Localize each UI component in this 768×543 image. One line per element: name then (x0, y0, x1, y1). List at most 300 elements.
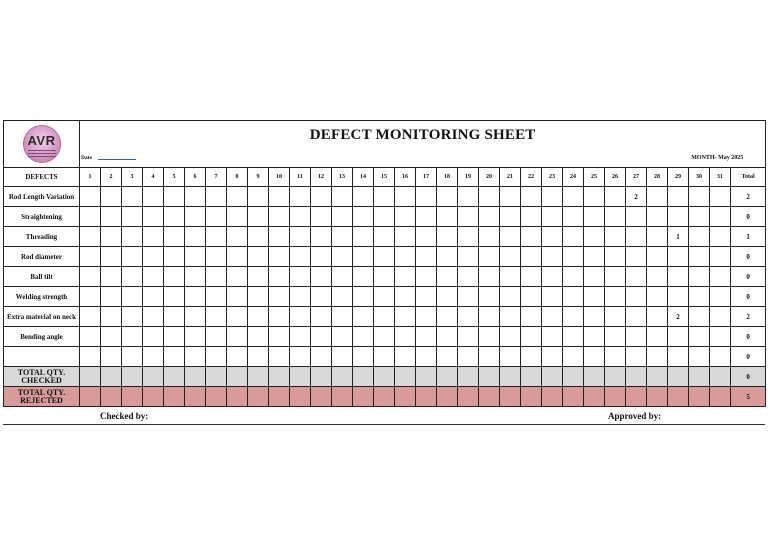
day-cell[interactable] (290, 367, 311, 387)
day-cell[interactable] (332, 367, 353, 387)
day-cell[interactable] (479, 347, 500, 367)
day-cell[interactable] (374, 327, 395, 347)
day-cell[interactable] (353, 287, 374, 307)
day-cell[interactable] (668, 247, 689, 267)
day-cell[interactable] (290, 227, 311, 247)
day-cell[interactable] (248, 227, 269, 247)
day-cell[interactable] (227, 327, 248, 347)
day-cell[interactable] (80, 287, 101, 307)
day-cell[interactable] (605, 207, 626, 227)
day-cell[interactable] (353, 187, 374, 207)
day-cell[interactable] (626, 307, 647, 327)
day-cell[interactable] (143, 207, 164, 227)
day-cell[interactable] (185, 207, 206, 227)
day-cell[interactable] (101, 347, 122, 367)
day-cell[interactable] (542, 387, 563, 407)
day-cell[interactable] (500, 387, 521, 407)
day-cell[interactable] (479, 307, 500, 327)
day-cell[interactable] (437, 287, 458, 307)
day-cell[interactable] (185, 227, 206, 247)
day-cell[interactable] (563, 387, 584, 407)
day-cell[interactable] (227, 187, 248, 207)
day-cell[interactable] (185, 347, 206, 367)
day-cell[interactable] (563, 207, 584, 227)
day-cell[interactable] (101, 187, 122, 207)
day-cell[interactable] (500, 347, 521, 367)
day-cell[interactable] (269, 267, 290, 287)
day-cell[interactable] (374, 207, 395, 227)
day-cell[interactable] (80, 227, 101, 247)
day-cell[interactable] (437, 307, 458, 327)
day-cell[interactable] (689, 387, 710, 407)
day-cell[interactable] (605, 327, 626, 347)
day-cell[interactable] (311, 347, 332, 367)
day-cell[interactable] (416, 367, 437, 387)
day-cell[interactable] (563, 187, 584, 207)
day-cell[interactable] (647, 247, 668, 267)
day-cell[interactable] (605, 367, 626, 387)
day-cell[interactable] (479, 187, 500, 207)
day-cell[interactable] (143, 307, 164, 327)
day-cell[interactable] (458, 287, 479, 307)
day-cell[interactable] (521, 187, 542, 207)
day-cell[interactable] (668, 367, 689, 387)
day-cell[interactable] (227, 287, 248, 307)
day-cell[interactable] (269, 287, 290, 307)
day-cell[interactable] (164, 247, 185, 267)
day-cell[interactable] (416, 247, 437, 267)
day-cell[interactable] (521, 367, 542, 387)
day-cell[interactable] (563, 227, 584, 247)
day-cell[interactable] (416, 187, 437, 207)
day-cell[interactable] (206, 207, 227, 227)
day-cell[interactable] (521, 347, 542, 367)
day-cell[interactable] (500, 367, 521, 387)
day-cell[interactable] (143, 187, 164, 207)
day-cell[interactable] (311, 307, 332, 327)
day-cell[interactable] (290, 307, 311, 327)
day-cell[interactable]: 1 (668, 227, 689, 247)
day-cell[interactable] (563, 347, 584, 367)
day-cell[interactable] (374, 247, 395, 267)
day-cell[interactable] (143, 247, 164, 267)
day-cell[interactable] (479, 327, 500, 347)
day-cell[interactable] (185, 367, 206, 387)
day-cell[interactable] (542, 367, 563, 387)
day-cell[interactable] (542, 227, 563, 247)
day-cell[interactable] (164, 367, 185, 387)
day-cell[interactable] (143, 227, 164, 247)
day-cell[interactable] (143, 387, 164, 407)
day-cell[interactable] (500, 247, 521, 267)
day-cell[interactable] (395, 247, 416, 267)
day-cell[interactable] (269, 307, 290, 327)
day-cell[interactable] (437, 227, 458, 247)
day-cell[interactable] (80, 327, 101, 347)
day-cell[interactable] (500, 207, 521, 227)
day-cell[interactable] (584, 267, 605, 287)
day-cell[interactable] (185, 267, 206, 287)
day-cell[interactable] (374, 187, 395, 207)
day-cell[interactable] (710, 287, 731, 307)
day-cell[interactable] (122, 387, 143, 407)
day-cell[interactable] (584, 247, 605, 267)
day-cell[interactable] (269, 227, 290, 247)
day-cell[interactable] (164, 307, 185, 327)
day-cell[interactable] (668, 327, 689, 347)
day-cell[interactable] (80, 207, 101, 227)
day-cell[interactable] (647, 207, 668, 227)
day-cell[interactable] (248, 347, 269, 367)
day-cell[interactable] (206, 307, 227, 327)
day-cell[interactable] (353, 347, 374, 367)
day-cell[interactable] (689, 367, 710, 387)
day-cell[interactable] (248, 247, 269, 267)
day-cell[interactable] (479, 367, 500, 387)
day-cell[interactable] (101, 327, 122, 347)
day-cell[interactable]: 2 (668, 307, 689, 327)
day-cell[interactable] (563, 367, 584, 387)
day-cell[interactable] (164, 387, 185, 407)
day-cell[interactable] (437, 187, 458, 207)
day-cell[interactable] (563, 307, 584, 327)
day-cell[interactable] (101, 287, 122, 307)
day-cell[interactable] (542, 267, 563, 287)
day-cell[interactable] (416, 307, 437, 327)
day-cell[interactable] (668, 287, 689, 307)
day-cell[interactable] (353, 387, 374, 407)
day-cell[interactable] (122, 347, 143, 367)
day-cell[interactable] (668, 187, 689, 207)
day-cell[interactable] (395, 187, 416, 207)
day-cell[interactable] (689, 187, 710, 207)
day-cell[interactable] (605, 287, 626, 307)
day-cell[interactable] (647, 287, 668, 307)
day-cell[interactable] (521, 207, 542, 227)
day-cell[interactable] (164, 227, 185, 247)
day-cell[interactable] (353, 247, 374, 267)
day-cell[interactable] (605, 267, 626, 287)
day-cell[interactable] (647, 387, 668, 407)
day-cell[interactable] (542, 207, 563, 227)
day-cell[interactable] (626, 327, 647, 347)
day-cell[interactable] (269, 327, 290, 347)
day-cell[interactable] (542, 287, 563, 307)
day-cell[interactable] (332, 287, 353, 307)
day-cell[interactable] (185, 327, 206, 347)
day-cell[interactable] (542, 307, 563, 327)
day-cell[interactable] (479, 387, 500, 407)
day-cell[interactable] (206, 287, 227, 307)
day-cell[interactable] (668, 347, 689, 367)
day-cell[interactable] (542, 247, 563, 267)
day-cell[interactable] (710, 367, 731, 387)
day-cell[interactable] (458, 307, 479, 327)
day-cell[interactable] (332, 207, 353, 227)
day-cell[interactable] (395, 387, 416, 407)
day-cell[interactable] (395, 227, 416, 247)
day-cell[interactable] (332, 327, 353, 347)
day-cell[interactable] (185, 307, 206, 327)
day-cell[interactable] (164, 327, 185, 347)
day-cell[interactable] (101, 247, 122, 267)
day-cell[interactable] (311, 207, 332, 227)
day-cell[interactable] (395, 347, 416, 367)
day-cell[interactable] (353, 267, 374, 287)
day-cell[interactable] (437, 327, 458, 347)
day-cell[interactable] (248, 267, 269, 287)
day-cell[interactable] (605, 347, 626, 367)
day-cell[interactable] (647, 327, 668, 347)
day-cell[interactable] (248, 307, 269, 327)
day-cell[interactable] (437, 347, 458, 367)
day-cell[interactable] (311, 247, 332, 267)
day-cell[interactable] (437, 387, 458, 407)
day-cell[interactable] (416, 207, 437, 227)
day-cell[interactable] (227, 247, 248, 267)
day-cell[interactable] (605, 307, 626, 327)
day-cell[interactable] (689, 307, 710, 327)
day-cell[interactable] (311, 327, 332, 347)
day-cell[interactable] (689, 287, 710, 307)
day-cell[interactable] (458, 227, 479, 247)
day-cell[interactable] (626, 387, 647, 407)
day-cell[interactable] (416, 267, 437, 287)
day-cell[interactable] (563, 247, 584, 267)
day-cell[interactable] (479, 207, 500, 227)
day-cell[interactable] (626, 287, 647, 307)
day-cell[interactable] (626, 347, 647, 367)
day-cell[interactable] (269, 207, 290, 227)
day-cell[interactable] (269, 187, 290, 207)
day-cell[interactable] (647, 267, 668, 287)
day-cell[interactable] (143, 287, 164, 307)
day-cell[interactable] (521, 267, 542, 287)
day-cell[interactable] (353, 307, 374, 327)
day-cell[interactable] (101, 267, 122, 287)
day-cell[interactable] (248, 207, 269, 227)
day-cell[interactable] (143, 267, 164, 287)
day-cell[interactable] (521, 327, 542, 347)
day-cell[interactable] (668, 267, 689, 287)
day-cell[interactable] (80, 187, 101, 207)
day-cell[interactable] (458, 207, 479, 227)
day-cell[interactable] (122, 267, 143, 287)
day-cell[interactable] (143, 347, 164, 367)
day-cell[interactable] (626, 247, 647, 267)
day-cell[interactable] (689, 207, 710, 227)
day-cell[interactable] (626, 267, 647, 287)
day-cell[interactable] (542, 327, 563, 347)
day-cell[interactable] (689, 267, 710, 287)
day-cell[interactable] (584, 347, 605, 367)
day-cell[interactable] (206, 327, 227, 347)
day-cell[interactable] (248, 367, 269, 387)
day-cell[interactable] (101, 367, 122, 387)
day-cell[interactable] (395, 267, 416, 287)
day-cell[interactable] (80, 347, 101, 367)
day-cell[interactable] (563, 287, 584, 307)
day-cell[interactable] (374, 387, 395, 407)
day-cell[interactable] (290, 287, 311, 307)
day-cell[interactable] (206, 387, 227, 407)
day-cell[interactable] (395, 287, 416, 307)
day-cell[interactable] (101, 307, 122, 327)
day-cell[interactable] (101, 387, 122, 407)
day-cell[interactable] (290, 347, 311, 367)
day-cell[interactable] (584, 287, 605, 307)
day-cell[interactable] (710, 307, 731, 327)
day-cell[interactable] (626, 207, 647, 227)
day-cell[interactable] (395, 327, 416, 347)
day-cell[interactable] (584, 207, 605, 227)
day-cell[interactable] (311, 367, 332, 387)
day-cell[interactable] (500, 227, 521, 247)
day-cell[interactable] (437, 367, 458, 387)
day-cell[interactable] (458, 347, 479, 367)
day-cell[interactable] (122, 207, 143, 227)
day-cell[interactable] (80, 267, 101, 287)
day-cell[interactable] (584, 307, 605, 327)
day-cell[interactable] (710, 267, 731, 287)
day-cell[interactable] (479, 267, 500, 287)
day-cell[interactable] (332, 227, 353, 247)
day-cell[interactable] (710, 247, 731, 267)
day-cell[interactable] (710, 387, 731, 407)
day-cell[interactable] (206, 367, 227, 387)
day-cell[interactable] (290, 207, 311, 227)
day-cell[interactable] (290, 327, 311, 347)
day-cell[interactable] (269, 347, 290, 367)
day-cell[interactable] (122, 227, 143, 247)
day-cell[interactable] (374, 347, 395, 367)
day-cell[interactable] (500, 187, 521, 207)
day-cell[interactable] (80, 307, 101, 327)
day-cell[interactable] (248, 387, 269, 407)
day-cell[interactable] (227, 347, 248, 367)
day-cell[interactable] (353, 227, 374, 247)
day-cell[interactable] (332, 387, 353, 407)
day-cell[interactable] (500, 267, 521, 287)
day-cell[interactable] (500, 307, 521, 327)
day-cell[interactable] (395, 367, 416, 387)
day-cell[interactable] (710, 187, 731, 207)
day-cell[interactable] (563, 267, 584, 287)
day-cell[interactable] (668, 387, 689, 407)
day-cell[interactable] (521, 387, 542, 407)
day-cell[interactable] (374, 367, 395, 387)
day-cell[interactable] (185, 287, 206, 307)
day-cell[interactable] (101, 227, 122, 247)
day-cell[interactable] (500, 327, 521, 347)
day-cell[interactable] (227, 307, 248, 327)
day-cell[interactable] (332, 187, 353, 207)
day-cell[interactable] (710, 347, 731, 367)
day-cell[interactable] (227, 227, 248, 247)
day-cell[interactable] (290, 387, 311, 407)
day-cell[interactable] (626, 367, 647, 387)
day-cell[interactable] (437, 207, 458, 227)
day-cell[interactable] (353, 327, 374, 347)
day-cell[interactable] (395, 207, 416, 227)
day-cell[interactable] (647, 347, 668, 367)
day-cell[interactable] (164, 187, 185, 207)
day-cell[interactable] (269, 387, 290, 407)
day-cell[interactable] (416, 347, 437, 367)
day-cell[interactable] (290, 267, 311, 287)
day-cell[interactable] (584, 187, 605, 207)
day-cell[interactable] (542, 347, 563, 367)
day-cell[interactable] (416, 227, 437, 247)
day-cell[interactable] (647, 307, 668, 327)
day-cell[interactable] (458, 267, 479, 287)
day-cell[interactable] (269, 367, 290, 387)
day-cell[interactable] (521, 307, 542, 327)
day-cell[interactable] (122, 307, 143, 327)
day-cell[interactable] (689, 227, 710, 247)
day-cell[interactable] (206, 267, 227, 287)
day-cell[interactable] (332, 247, 353, 267)
day-cell[interactable] (122, 287, 143, 307)
day-cell[interactable] (311, 227, 332, 247)
day-cell[interactable] (143, 367, 164, 387)
day-cell[interactable] (521, 287, 542, 307)
day-cell[interactable] (689, 347, 710, 367)
day-cell[interactable] (185, 247, 206, 267)
day-cell[interactable] (479, 227, 500, 247)
day-cell[interactable] (374, 307, 395, 327)
day-cell[interactable] (122, 187, 143, 207)
day-cell[interactable] (374, 227, 395, 247)
day-cell[interactable] (206, 247, 227, 267)
day-cell[interactable] (269, 247, 290, 267)
day-cell[interactable] (80, 247, 101, 267)
day-cell[interactable] (332, 347, 353, 367)
day-cell[interactable] (668, 207, 689, 227)
day-cell[interactable] (416, 287, 437, 307)
day-cell[interactable] (605, 247, 626, 267)
day-cell[interactable] (647, 227, 668, 247)
day-cell[interactable] (542, 187, 563, 207)
day-cell[interactable] (437, 247, 458, 267)
day-cell[interactable] (689, 327, 710, 347)
date-field[interactable] (98, 159, 136, 160)
day-cell[interactable] (248, 287, 269, 307)
day-cell[interactable] (290, 247, 311, 267)
day-cell[interactable] (353, 207, 374, 227)
day-cell[interactable] (584, 327, 605, 347)
day-cell[interactable] (416, 387, 437, 407)
day-cell[interactable] (227, 267, 248, 287)
day-cell[interactable] (584, 367, 605, 387)
day-cell[interactable]: 2 (626, 187, 647, 207)
day-cell[interactable] (710, 207, 731, 227)
day-cell[interactable] (122, 247, 143, 267)
day-cell[interactable] (479, 287, 500, 307)
day-cell[interactable] (458, 187, 479, 207)
day-cell[interactable] (563, 327, 584, 347)
day-cell[interactable] (185, 387, 206, 407)
day-cell[interactable] (458, 367, 479, 387)
day-cell[interactable] (80, 367, 101, 387)
day-cell[interactable] (227, 367, 248, 387)
day-cell[interactable] (458, 327, 479, 347)
day-cell[interactable] (395, 307, 416, 327)
day-cell[interactable] (626, 227, 647, 247)
day-cell[interactable] (416, 327, 437, 347)
day-cell[interactable] (227, 387, 248, 407)
day-cell[interactable] (122, 327, 143, 347)
